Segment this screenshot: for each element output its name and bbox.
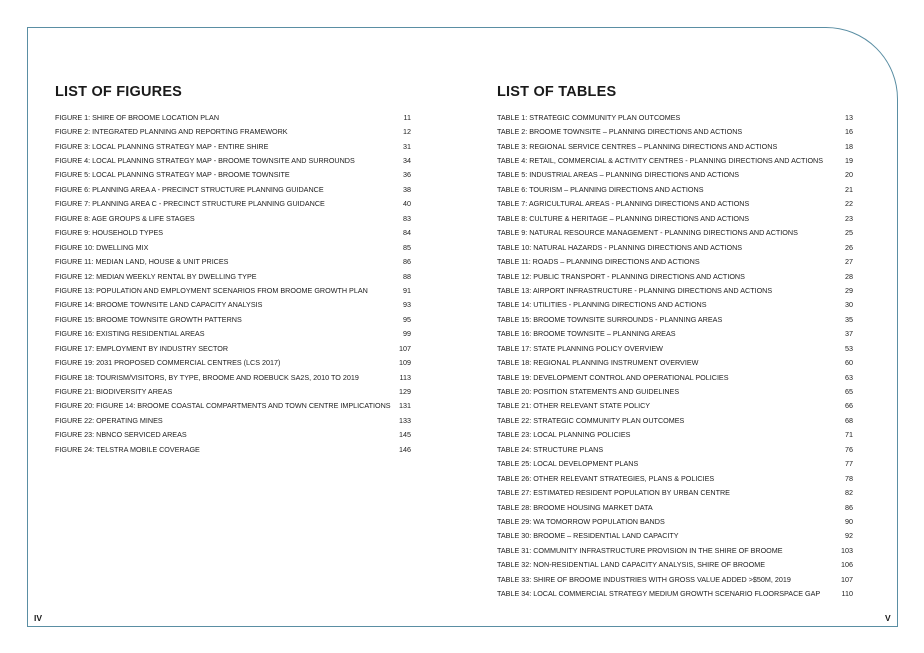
figure-entry[interactable] xyxy=(55,442,411,456)
figure-entry[interactable] xyxy=(55,269,411,283)
figure-entry[interactable] xyxy=(55,341,411,355)
table-entry-page-number: 30 xyxy=(845,300,853,310)
figure-entry[interactable] xyxy=(55,124,411,138)
table-entry-label: TABLE 20: POSITION STATEMENTS AND GUIDELINES xyxy=(497,387,680,397)
table-entry-label: TABLE 3: REGIONAL SERVICE CENTRES – PLANNING DIRECTIONS AND ACTIONS xyxy=(497,141,778,151)
table-entry[interactable] xyxy=(497,384,853,398)
table-entry-label: TABLE 16: BROOME TOWNSITE – PLANNING AREAS xyxy=(497,329,676,339)
table-entry[interactable] xyxy=(497,327,853,341)
table-entry[interactable] xyxy=(497,572,853,586)
figure-entry[interactable] xyxy=(55,327,411,341)
figure-entry-page-number: 133 xyxy=(399,415,411,425)
table-entry[interactable] xyxy=(497,254,853,268)
tables-heading: LIST OF TABLES xyxy=(497,84,617,100)
figure-entry[interactable] xyxy=(55,110,411,124)
table-entry-page-number: 27 xyxy=(845,257,853,267)
figure-entry-label: FIGURE 5: LOCAL PLANNING STRATEGY MAP - BROOME TOWNSITE xyxy=(55,170,290,180)
table-entry-label: TABLE 19: DEVELOPMENT CONTROL AND OPERATIONAL POLICIES xyxy=(497,372,729,382)
table-entry-label: TABLE 31: COMMUNITY INFRASTRUCTURE PROVISION IN THE SHIRE OF BROOME xyxy=(497,545,783,555)
figure-entry[interactable] xyxy=(55,283,411,297)
figure-entry[interactable] xyxy=(55,413,411,427)
figure-entry[interactable] xyxy=(55,399,411,413)
table-entry-page-number: 86 xyxy=(845,502,853,512)
table-entry[interactable] xyxy=(497,586,853,600)
table-entry-page-number: 16 xyxy=(845,127,853,137)
figure-entry-label: FIGURE 14: BROOME TOWNSITE LAND CAPACITY ANALYSIS xyxy=(55,300,263,310)
figure-entry-label: FIGURE 11: MEDIAN LAND, HOUSE & UNIT PRICES xyxy=(55,257,229,267)
table-entry-page-number: 25 xyxy=(845,228,853,238)
figure-entry[interactable] xyxy=(55,428,411,442)
table-entry-label: TABLE 12: PUBLIC TRANSPORT - PLANNING DIRECTIONS AND ACTIONS xyxy=(497,271,745,281)
table-entry[interactable] xyxy=(497,558,853,572)
figure-entry-page-number: 34 xyxy=(403,156,411,166)
table-entry-label: TABLE 9: NATURAL RESOURCE MANAGEMENT - PLANNING DIRECTIONS AND ACTIONS xyxy=(497,228,798,238)
table-entry[interactable] xyxy=(497,413,853,427)
figures-heading: LIST OF FIGURES xyxy=(55,84,183,100)
figure-entry-page-number: 83 xyxy=(403,213,411,223)
list-of-tables xyxy=(497,83,853,601)
table-entry-page-number: 103 xyxy=(841,545,853,555)
figure-entry-page-number: 38 xyxy=(403,184,411,194)
table-entry-label: TABLE 1: STRATEGIC COMMUNITY PLAN OUTCOMES xyxy=(497,112,681,122)
table-entry[interactable] xyxy=(497,139,853,153)
table-entry[interactable] xyxy=(497,457,853,471)
table-entry-page-number: 20 xyxy=(845,170,853,180)
table-entry-label: TABLE 7: AGRICULTURAL AREAS - PLANNING DIRECTIONS AND ACTIONS xyxy=(497,199,750,209)
figure-entry-page-number: 91 xyxy=(403,285,411,295)
figure-entry[interactable] xyxy=(55,355,411,369)
table-entry-page-number: 60 xyxy=(845,358,853,368)
table-entry-label: TABLE 22: STRATEGIC COMMUNITY PLAN OUTCOMES xyxy=(497,415,685,425)
figure-entry[interactable] xyxy=(55,182,411,196)
table-entry-label: TABLE 21: OTHER RELEVANT STATE POLICY xyxy=(497,401,651,411)
figure-entry-label: FIGURE 15: BROOME TOWNSITE GROWTH PATTERNS xyxy=(55,314,242,324)
figure-entry-page-number: 129 xyxy=(399,387,411,397)
page-number-right: V xyxy=(885,613,891,623)
figure-entry-label: FIGURE 8: AGE GROUPS & LIFE STAGES xyxy=(55,213,195,223)
table-entry[interactable] xyxy=(497,182,853,196)
table-entry-page-number: 23 xyxy=(845,213,853,223)
table-entry-page-number: 65 xyxy=(845,387,853,397)
figure-entry-page-number: 84 xyxy=(403,228,411,238)
table-entry[interactable] xyxy=(497,355,853,369)
table-entry-page-number: 71 xyxy=(845,430,853,440)
table-entry[interactable] xyxy=(497,197,853,211)
figure-entry-page-number: 131 xyxy=(399,401,411,411)
figure-entry-label: FIGURE 1: SHIRE OF BROOME LOCATION PLAN xyxy=(55,112,220,122)
figure-entry-page-number: 93 xyxy=(403,300,411,310)
figure-entry-page-number: 31 xyxy=(403,141,411,151)
figure-entry-page-number: 85 xyxy=(403,242,411,252)
table-entry-label: TABLE 30: BROOME – RESIDENTIAL LAND CAPACITY xyxy=(497,531,679,541)
figure-entry[interactable] xyxy=(55,226,411,240)
table-entry-label: TABLE 25: LOCAL DEVELOPMENT PLANS xyxy=(497,459,639,469)
figure-entry[interactable] xyxy=(55,370,411,384)
table-entry-page-number: 66 xyxy=(845,401,853,411)
table-entry-page-number: 106 xyxy=(841,560,853,570)
figure-entry-page-number: 95 xyxy=(403,314,411,324)
figure-entry[interactable] xyxy=(55,298,411,312)
figure-entry-page-number: 40 xyxy=(403,199,411,209)
table-entry[interactable] xyxy=(497,529,853,543)
page-number-left: IV xyxy=(34,613,43,623)
table-entry-page-number: 90 xyxy=(845,516,853,526)
figure-entry-page-number: 11 xyxy=(403,112,411,122)
table-entry-page-number: 28 xyxy=(845,271,853,281)
table-entry-label: TABLE 34: LOCAL COMMERCIAL STRATEGY MEDIUM GROWTH SCENARIO FLOORSPACE GAP xyxy=(497,589,821,599)
figure-entry-page-number: 36 xyxy=(403,170,411,180)
table-entry[interactable] xyxy=(497,370,853,384)
table-entry-page-number: 21 xyxy=(845,184,853,194)
figure-entry-label: FIGURE 3: LOCAL PLANNING STRATEGY MAP - ENTIRE SHIRE xyxy=(55,141,269,151)
table-entry[interactable] xyxy=(497,312,853,326)
table-entry-page-number: 13 xyxy=(845,112,853,122)
figure-entry[interactable] xyxy=(55,384,411,398)
table-entry-page-number: 63 xyxy=(845,372,853,382)
table-entry-page-number: 77 xyxy=(845,459,853,469)
table-entry[interactable] xyxy=(497,269,853,283)
table-entry[interactable] xyxy=(497,283,853,297)
figure-entry[interactable] xyxy=(55,254,411,268)
table-entry-page-number: 53 xyxy=(845,343,853,353)
figure-entry[interactable] xyxy=(55,211,411,225)
table-entry-page-number: 76 xyxy=(845,444,853,454)
figure-entry-label: FIGURE 19: 2031 PROPOSED COMMERCIAL CENTRES (LCS 2017) xyxy=(55,358,281,368)
table-entry-page-number: 110 xyxy=(841,589,853,599)
table-entry[interactable] xyxy=(497,341,853,355)
table-entry[interactable] xyxy=(497,211,853,225)
table-entry-page-number: 18 xyxy=(845,141,853,151)
figure-entry-label: FIGURE 9: HOUSEHOLD TYPES xyxy=(55,228,164,238)
figure-entry[interactable] xyxy=(55,240,411,254)
figure-entry-label: FIGURE 4: LOCAL PLANNING STRATEGY MAP - BROOME TOWNSITE AND SURROUNDS xyxy=(55,156,355,166)
table-entry[interactable] xyxy=(497,124,853,138)
figure-entry-page-number: 146 xyxy=(399,444,411,454)
figures-list xyxy=(55,110,411,457)
table-entry[interactable] xyxy=(497,153,853,167)
figure-entry-label: FIGURE 20: FIGURE 14: BROOME COASTAL COMPARTMENTS AND TOWN CENTRE IMPLICATIONS xyxy=(55,401,391,411)
figure-entry[interactable] xyxy=(55,153,411,167)
figure-entry-label: FIGURE 16: EXISTING RESIDENTIAL AREAS xyxy=(55,329,205,339)
table-entry[interactable] xyxy=(497,240,853,254)
table-entry-label: TABLE 14: UTILITIES - PLANNING DIRECTIONS AND ACTIONS xyxy=(497,300,707,310)
table-entry-label: TABLE 26: OTHER RELEVANT STRATEGIES, PLANS & POLICIES xyxy=(497,473,715,483)
figure-entry-page-number: 12 xyxy=(403,127,411,137)
figure-entry-page-number: 145 xyxy=(399,430,411,440)
figure-entry-page-number: 88 xyxy=(403,271,411,281)
table-entry-label: TABLE 15: BROOME TOWNSITE SURROUNDS - PLANNING AREAS xyxy=(497,314,723,324)
figure-entry[interactable] xyxy=(55,197,411,211)
table-entry-page-number: 37 xyxy=(845,329,853,339)
table-entry-page-number: 92 xyxy=(845,531,853,541)
figure-entry-label: FIGURE 12: MEDIAN WEEKLY RENTAL BY DWELLING TYPE xyxy=(55,271,257,281)
table-entry-page-number: 82 xyxy=(845,488,853,498)
table-entry-page-number: 107 xyxy=(841,574,853,584)
figure-entry-page-number: 86 xyxy=(403,257,411,267)
table-entry-label: TABLE 10: NATURAL HAZARDS - PLANNING DIRECTIONS AND ACTIONS xyxy=(497,242,743,252)
figure-entry-label: FIGURE 24: TELSTRA MOBILE COVERAGE xyxy=(55,444,200,454)
figure-entry-label: FIGURE 23: NBNCO SERVICED AREAS xyxy=(55,430,187,440)
figure-entry[interactable] xyxy=(55,168,411,182)
table-entry-page-number: 68 xyxy=(845,415,853,425)
table-entry-label: TABLE 17: STATE PLANNING POLICY OVERVIEW xyxy=(497,343,663,353)
figure-entry-label: FIGURE 21: BIODIVERSITY AREAS xyxy=(55,387,173,397)
figure-entry-label: FIGURE 17: EMPLOYMENT BY INDUSTRY SECTOR xyxy=(55,343,229,353)
figure-entry-page-number: 113 xyxy=(399,372,411,382)
table-entry[interactable] xyxy=(497,471,853,485)
table-entry[interactable] xyxy=(497,442,853,456)
tables-list xyxy=(497,110,853,601)
table-entry[interactable] xyxy=(497,399,853,413)
table-entry-page-number: 19 xyxy=(845,156,853,166)
table-entry-label: TABLE 29: WA TOMORROW POPULATION BANDS xyxy=(497,516,665,526)
table-entry-page-number: 78 xyxy=(845,473,853,483)
table-entry-label: TABLE 27: ESTIMATED RESIDENT POPULATION BY URBAN CENTRE xyxy=(497,488,730,498)
table-entry-label: TABLE 8: CULTURE & HERITAGE – PLANNING DIRECTIONS AND ACTIONS xyxy=(497,213,750,223)
table-entry[interactable] xyxy=(497,514,853,528)
table-entry-label: TABLE 23: LOCAL PLANNING POLICIES xyxy=(497,430,631,440)
table-entry-label: TABLE 33: SHIRE OF BROOME INDUSTRIES WITH GROSS VALUE ADDED >$50M, 2019 xyxy=(497,574,791,584)
table-entry-label: TABLE 6: TOURISM – PLANNING DIRECTIONS AND ACTIONS xyxy=(497,184,704,194)
figure-entry[interactable] xyxy=(55,139,411,153)
figure-entry-page-number: 99 xyxy=(403,329,411,339)
table-entry-label: TABLE 5: INDUSTRIAL AREAS – PLANNING DIRECTIONS AND ACTIONS xyxy=(497,170,740,180)
list-of-figures xyxy=(55,83,411,457)
table-entry[interactable] xyxy=(497,298,853,312)
figure-entry-page-number: 109 xyxy=(399,358,411,368)
table-entry-label: TABLE 28: BROOME HOUSING MARKET DATA xyxy=(497,502,653,512)
figure-entry-label: FIGURE 2: INTEGRATED PLANNING AND REPORTING FRAMEWORK xyxy=(55,127,288,137)
table-entry-label: TABLE 24: STRUCTURE PLANS xyxy=(497,444,604,454)
table-entry[interactable] xyxy=(497,500,853,514)
table-entry-page-number: 29 xyxy=(845,285,853,295)
table-entry-label: TABLE 13: AIRPORT INFRASTRUCTURE - PLANNING DIRECTIONS AND ACTIONS xyxy=(497,285,773,295)
table-entry[interactable] xyxy=(497,168,853,182)
table-entry[interactable] xyxy=(497,485,853,499)
table-entry-page-number: 35 xyxy=(845,314,853,324)
table-entry[interactable] xyxy=(497,110,853,124)
table-entry[interactable] xyxy=(497,226,853,240)
figure-entry-label: FIGURE 18: TOURISM/VISITORS, BY TYPE, BROOME AND ROEBUCK SA2S, 2010 TO 2019 xyxy=(55,372,359,382)
table-entry-label: TABLE 11: ROADS – PLANNING DIRECTIONS AND ACTIONS xyxy=(497,257,700,267)
figure-entry-page-number: 107 xyxy=(399,343,411,353)
table-entry-label: TABLE 32: NON-RESIDENTIAL LAND CAPACITY ANALYSIS, SHIRE OF BROOME xyxy=(497,560,765,570)
figure-entry-label: FIGURE 6: PLANNING AREA A - PRECINCT STRUCTURE PLANNING GUIDANCE xyxy=(55,184,324,194)
table-entry-label: TABLE 2: BROOME TOWNSITE – PLANNING DIRECTIONS AND ACTIONS xyxy=(497,127,743,137)
figure-entry-label: FIGURE 13: POPULATION AND EMPLOYMENT SCENARIOS FROM BROOME GROWTH PLAN xyxy=(55,285,368,295)
figure-entry-label: FIGURE 7: PLANNING AREA C - PRECINCT STRUCTURE PLANNING GUIDANCE xyxy=(55,199,325,209)
figure-entry-label: FIGURE 10: DWELLING MIX xyxy=(55,242,149,252)
table-entry-page-number: 26 xyxy=(845,242,853,252)
table-entry[interactable] xyxy=(497,428,853,442)
table-entry-page-number: 22 xyxy=(845,199,853,209)
figure-entry[interactable] xyxy=(55,312,411,326)
table-entry-label: TABLE 4: RETAIL, COMMERCIAL & ACTIVITY CENTRES - PLANNING DIRECTIONS AND ACTIONS xyxy=(497,156,824,166)
table-entry[interactable] xyxy=(497,543,853,557)
figure-entry-label: FIGURE 22: OPERATING MINES xyxy=(55,415,163,425)
table-entry-label: TABLE 18: REGIONAL PLANNING INSTRUMENT OVERVIEW xyxy=(497,358,699,368)
